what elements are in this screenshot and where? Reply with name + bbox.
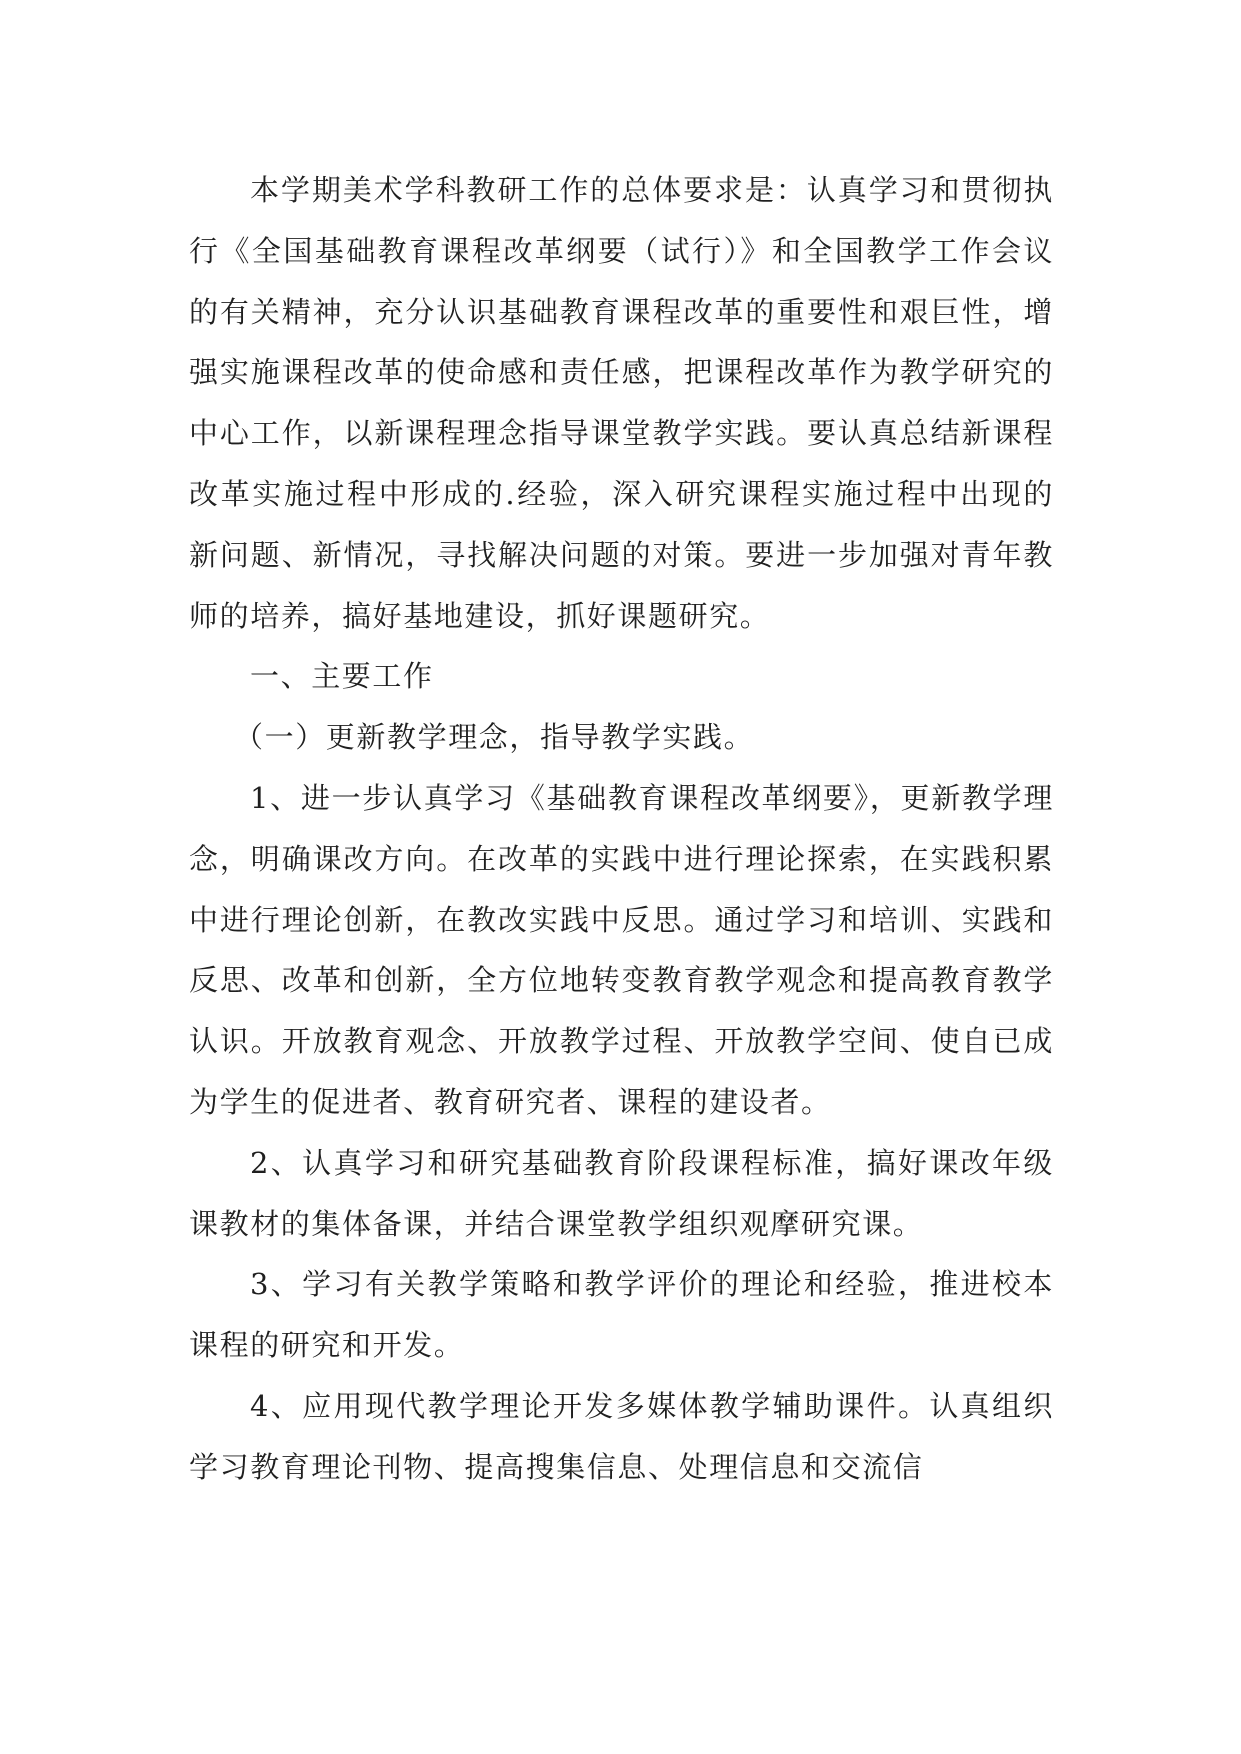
list-item-4: 4、应用现代教学理论开发多媒体教学辅助课件。认真组织学习教育理论刊物、提高搜集信息、处理信息和交流信 [189,1388,1054,1484]
section-heading: 一、主要工作 [250,659,434,694]
list-item-1: 1、进一步认真学习《基础教育课程改革纲要》，更新教学理念，明确课改方向。在改革的实践中进行理论探索，在实践积累中进行理论创新，在教改实践中反思。通过学习和培训、实践和反思、改革和创新，全方位地转变教育教学观念和提高教育教学认识。开放教育观念、开放教学过程、开放教学空间、使自已成为学生的促进者、教育研究者、课程的建设者。 [189,780,1054,1119]
subsection-heading: （一）更新教学理念，指导教学实践。 [234,720,755,755]
list-item-3: 3、学习有关教学策略和教学评价的理论和经验，推进校本课程的研究和开发。 [189,1267,1054,1363]
intro-paragraph: 本学期美术学科教研工作的总体要求是：认真学习和贯彻执行《全国基础教育课程改革纲要（试行）》和全国教学工作会议的有关精神，充分认识基础教育课程改革的重要性和艰巨性，增强实施课程改革的使命感和责任感，把课程改革作为教学研究的中心工作，以新课程理念指导课堂教学实践。要认真总结新课程改革实施过程中形成的.经验，深入研究课程实施过程中出现的新问题、新情况，寻找解决问题的对策。要进一步加强对青年教师的培养，搞好基地建设，抓好课题研究。 [189,173,1054,633]
list-item-2: 2、认真学习和研究基础教育阶段课程标准，搞好课改年级课教材的集体备课，并结合课堂教学组织观摩研究课。 [189,1145,1054,1241]
document-body [189,160,1054,1498]
